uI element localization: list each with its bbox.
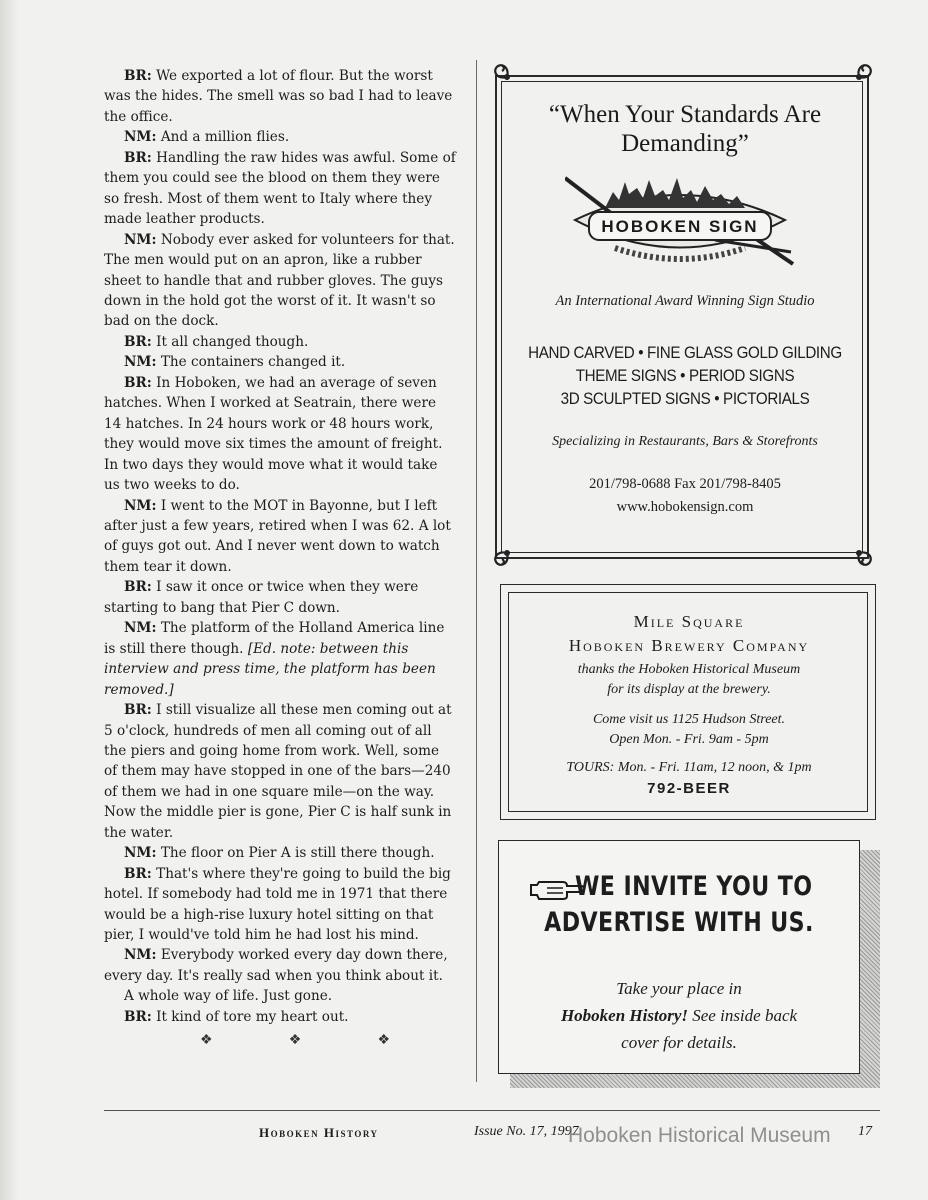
interview-paragraph: [104, 945, 456, 986]
corner-flourish-icon: [490, 60, 524, 94]
invite-box: [498, 840, 860, 1074]
interview-paragraph: [104, 496, 456, 578]
speaker-label: BR:: [124, 68, 152, 84]
speaker-label: NM:: [124, 231, 157, 248]
brewery-name-line: Hoboken Brewery Company: [568, 636, 810, 655]
corner-flourish-icon: [842, 60, 876, 94]
editor-note: [Ed. note: between this interview and press time, the platform has been removed.]: [104, 640, 436, 698]
interview-text: I still visualize all these men coming out at 5 o'clock, hundreds of men all coming out of all the piers and going home from work. Well, some of them may have stopped in one of the bars—240 of them we had in one square mile—on the way. Now the middle pier is gone, Pier C is half sunk in the water.: [104, 702, 452, 841]
interview-paragraph: [104, 332, 456, 352]
interview-text: The platform of the Holland America line is still there though.: [104, 620, 445, 657]
ad-tagline: An International Award Winning Sign Studio: [555, 293, 815, 309]
interview-text: The floor on Pier A is still there though.: [156, 845, 435, 862]
interview-paragraph: [104, 986, 456, 1006]
interview-text: I saw it once or twice when they were starting to bang that Pier C down.: [104, 579, 419, 616]
interview-text: We exported a lot of flour. But the worst was the hides. The smell was so bad I had to leave the office.: [104, 68, 453, 125]
brewery-visit-info: [510, 710, 868, 750]
separator-diamond: ❖: [288, 1032, 302, 1048]
speaker-label: BR:: [124, 333, 152, 350]
invite-body: [519, 975, 839, 1056]
invite-body-line: cover for details.: [621, 1033, 737, 1052]
interview-column: [104, 66, 456, 1027]
speaker-label: BR:: [124, 579, 152, 596]
corner-flourish-icon: [490, 536, 524, 570]
brewery-thanks-line: thanks the Hoboken Historical Museum: [577, 662, 801, 677]
museum-watermark: Hoboken Historical Museum: [568, 1124, 831, 1147]
logo-wordmark: HOBOKEN SIGN: [601, 217, 759, 236]
interview-text: Handling the raw hides was awful. Some of them you could see the blood on them they were so fresh. Most of them went to Italy where they made leather products.: [104, 149, 456, 228]
interview-paragraph: [104, 700, 456, 843]
speaker-label: NM:: [124, 620, 157, 637]
interview-text: I went to the MOT in Bayonne, but I left after just a few years, retired when I was 62. A lot of guys got out. And I never went down to watch them tear it down.: [104, 497, 451, 575]
interview-text: The containers changed it.: [156, 354, 346, 371]
invite-headline: [531, 869, 826, 941]
page-number: 17: [858, 1124, 872, 1139]
brewery-name: [510, 610, 868, 658]
hoboken-sign-ad: [490, 60, 880, 570]
speaker-label: NM:: [124, 497, 157, 514]
interview-text: It kind of tore my heart out.: [151, 1008, 349, 1025]
speaker-label: NM:: [124, 129, 157, 146]
interview-paragraph: [104, 127, 456, 147]
section-separator: [200, 1032, 390, 1048]
interview-paragraph: [104, 577, 456, 618]
speaker-label: NM:: [124, 947, 157, 964]
invite-headline-line: WE INVITE YOU TO: [574, 871, 813, 902]
speaker-label: BR:: [124, 702, 152, 719]
ad-headline: “When Your Standards Are Demanding”: [548, 101, 822, 157]
interview-paragraph: [104, 352, 456, 372]
brewery-name-line: Mile Square: [633, 612, 745, 631]
interview-text: And a million flies.: [156, 129, 290, 146]
speaker-label: BR:: [124, 374, 152, 391]
page-edge-shadow: [0, 0, 18, 1200]
interview-paragraph: [104, 1007, 456, 1027]
advertise-invite-ad: [498, 840, 882, 1090]
ad-phone-fax: 201/798-0688 Fax 201/798-8405: [589, 476, 781, 492]
invite-headline-line: ADVERTISE WITH US.: [544, 907, 814, 938]
separator-diamond: ❖: [377, 1032, 390, 1048]
separator-diamond: ❖: [200, 1032, 213, 1048]
brewery-tours: TOURS: Mon. - Fri. 11am, 12 noon, & 1pm: [566, 760, 812, 775]
interview-paragraph: [104, 66, 456, 127]
brewery-thanks: [510, 660, 868, 700]
invite-body-line: [519, 1002, 839, 1029]
issue-number: Issue No. 17, 1997: [474, 1124, 579, 1139]
interview-text: It all changed though.: [151, 333, 309, 350]
hoboken-sign-logo: [565, 160, 795, 285]
service-line: HAND CARVED • FINE GLASS GOLD GILDING: [528, 344, 842, 362]
interview-text: Nobody ever asked for volunteers for that. The men would put on an apron, like a rubber sheet to handle that and rubber gloves. The guys down in the hold got the worst of it. It wasn't so bad on the dock.: [104, 231, 455, 330]
speaker-label: BR:: [124, 1008, 152, 1025]
interview-paragraph: [104, 148, 456, 230]
interview-paragraph: [104, 843, 456, 863]
interview-paragraph: [104, 864, 456, 946]
interview-text: In Hoboken, we had an average of seven hatches. When I worked at Seatrain, there were 14 hatches. In 24 hours work or 48 hours work, they would move six times the amount of freight. In two days they would move what it would take us two weeks to do.: [104, 374, 443, 494]
interview-text: A whole way of life. Just gone.: [124, 988, 333, 1005]
services-list: [524, 342, 846, 411]
speaker-label: NM:: [124, 354, 157, 371]
ad-website: www.hobokensign.com: [616, 499, 754, 515]
publication-title: Hoboken History: [259, 1125, 379, 1140]
brewery-ad: [500, 584, 878, 822]
interview-paragraph: [104, 230, 456, 332]
interview-text: Everybody worked every day down there, every day. It's really sad when you think about it.: [104, 947, 448, 984]
brewery-address: Come visit us 1125 Hudson Street.: [592, 712, 786, 727]
interview-paragraph: [104, 373, 456, 496]
speaker-label: NM:: [124, 845, 157, 862]
footer-rule: [104, 1110, 880, 1111]
speaker-label: BR:: [124, 865, 152, 882]
interview-text: That's where they're going to build the big hotel. If somebody had told me in 1971 that there would be a high-rise luxury hotel sitting on that pier, I would've told him he had lost his mind.: [104, 865, 451, 944]
brewery-phone: 792-BEER: [647, 780, 731, 797]
speaker-label: BR:: [124, 149, 152, 166]
service-line: THEME SIGNS • PERIOD SIGNS: [575, 367, 795, 385]
brewery-hours: Open Mon. - Fri. 9am - 5pm: [609, 732, 769, 747]
invite-body-text: See inside back: [688, 1006, 798, 1025]
service-line: 3D SCULPTED SIGNS • PICTORIALS: [560, 390, 810, 408]
ad-specialty: Specializing in Restaurants, Bars & Storefronts: [552, 434, 818, 449]
brewery-thanks-line: for its display at the brewery.: [607, 682, 771, 697]
invite-body-line: Take your place in: [616, 979, 742, 998]
invite-emphasis: Hoboken History!: [560, 1006, 688, 1025]
corner-flourish-icon: [842, 536, 876, 570]
column-divider: [476, 60, 477, 1082]
interview-paragraph: [104, 618, 456, 700]
